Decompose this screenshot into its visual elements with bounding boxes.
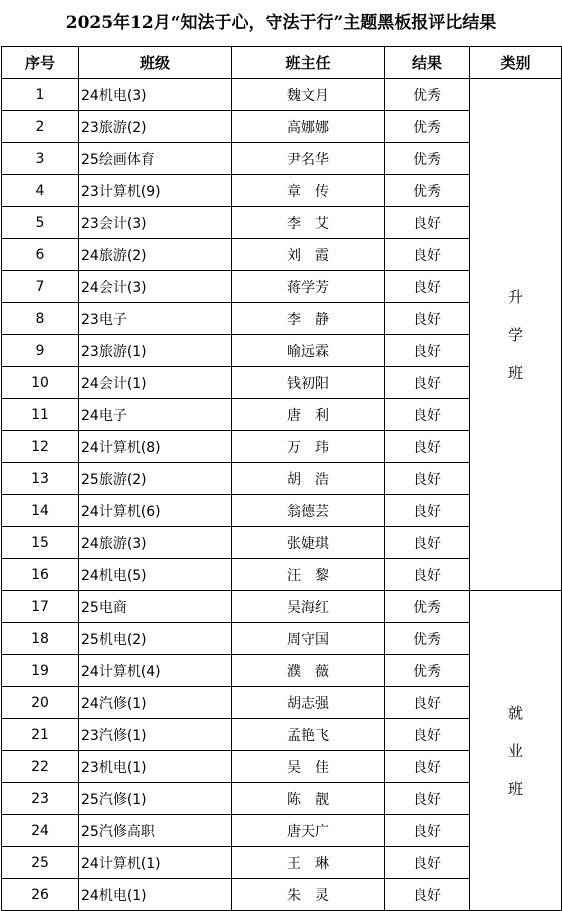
category-char: 班 bbox=[507, 363, 523, 382]
row-number: 13 bbox=[2, 463, 79, 495]
row-result: 良好 bbox=[385, 239, 470, 271]
row-teacher: 高娜娜 bbox=[232, 111, 385, 143]
row-result: 优秀 bbox=[385, 623, 470, 655]
row-number: 23 bbox=[2, 783, 79, 815]
row-teacher: 孟艳飞 bbox=[232, 719, 385, 751]
row-teacher: 刘 霞 bbox=[232, 239, 385, 271]
row-teacher: 李 静 bbox=[232, 303, 385, 335]
row-teacher: 朱 灵 bbox=[232, 879, 385, 911]
category-cell bbox=[470, 591, 562, 911]
row-class: 24机电(1) bbox=[79, 879, 232, 911]
category-char: 就 bbox=[507, 703, 523, 722]
row-number: 2 bbox=[2, 111, 79, 143]
row-teacher: 周守国 bbox=[232, 623, 385, 655]
results-table bbox=[1, 46, 562, 911]
row-number: 8 bbox=[2, 303, 79, 335]
row-result: 良好 bbox=[385, 527, 470, 559]
row-teacher: 张婕琪 bbox=[232, 527, 385, 559]
row-result: 良好 bbox=[385, 687, 470, 719]
row-result: 良好 bbox=[385, 751, 470, 783]
row-class: 25汽修(1) bbox=[79, 783, 232, 815]
row-class: 24计算机(1) bbox=[79, 847, 232, 879]
row-class: 23电子 bbox=[79, 303, 232, 335]
row-result: 良好 bbox=[385, 431, 470, 463]
row-result: 良好 bbox=[385, 335, 470, 367]
row-number: 5 bbox=[2, 207, 79, 239]
row-result: 优秀 bbox=[385, 79, 470, 111]
row-number: 15 bbox=[2, 527, 79, 559]
row-class: 25绘画体育 bbox=[79, 143, 232, 175]
row-teacher: 章 传 bbox=[232, 175, 385, 207]
row-class: 24会计(1) bbox=[79, 367, 232, 399]
row-result: 优秀 bbox=[385, 175, 470, 207]
row-result: 良好 bbox=[385, 207, 470, 239]
row-result: 良好 bbox=[385, 303, 470, 335]
category-char: 升 bbox=[507, 287, 523, 306]
row-result: 良好 bbox=[385, 463, 470, 495]
row-class: 23机电(1) bbox=[79, 751, 232, 783]
category-cell bbox=[470, 79, 562, 591]
header-result: 结果 bbox=[385, 47, 470, 79]
row-number: 24 bbox=[2, 815, 79, 847]
header-teacher: 班主任 bbox=[232, 47, 385, 79]
table-row bbox=[2, 591, 562, 623]
row-number: 22 bbox=[2, 751, 79, 783]
table-row bbox=[2, 79, 562, 111]
row-number: 25 bbox=[2, 847, 79, 879]
row-class: 23计算机(9) bbox=[79, 175, 232, 207]
row-teacher: 胡 浩 bbox=[232, 463, 385, 495]
row-result: 良好 bbox=[385, 367, 470, 399]
row-class: 24旅游(2) bbox=[79, 239, 232, 271]
row-teacher: 李 艾 bbox=[232, 207, 385, 239]
row-result: 良好 bbox=[385, 847, 470, 879]
row-teacher: 翁德芸 bbox=[232, 495, 385, 527]
row-result: 良好 bbox=[385, 495, 470, 527]
row-result: 优秀 bbox=[385, 655, 470, 687]
row-number: 1 bbox=[2, 79, 79, 111]
row-class: 25汽修高职 bbox=[79, 815, 232, 847]
header-no: 序号 bbox=[2, 47, 79, 79]
row-class: 23旅游(2) bbox=[79, 111, 232, 143]
row-class: 23汽修(1) bbox=[79, 719, 232, 751]
row-teacher: 尹名华 bbox=[232, 143, 385, 175]
row-class: 24旅游(3) bbox=[79, 527, 232, 559]
row-teacher: 唐 利 bbox=[232, 399, 385, 431]
row-number: 10 bbox=[2, 367, 79, 399]
row-result: 良好 bbox=[385, 719, 470, 751]
row-teacher: 濮 薇 bbox=[232, 655, 385, 687]
row-teacher: 万 玮 bbox=[232, 431, 385, 463]
category-char: 业 bbox=[507, 741, 523, 760]
row-number: 9 bbox=[2, 335, 79, 367]
row-class: 25电商 bbox=[79, 591, 232, 623]
row-number: 17 bbox=[2, 591, 79, 623]
row-number: 19 bbox=[2, 655, 79, 687]
category-char: 学 bbox=[507, 325, 523, 344]
row-teacher: 陈 靓 bbox=[232, 783, 385, 815]
row-number: 6 bbox=[2, 239, 79, 271]
row-number: 21 bbox=[2, 719, 79, 751]
row-result: 良好 bbox=[385, 815, 470, 847]
row-class: 24汽修(1) bbox=[79, 687, 232, 719]
row-number: 7 bbox=[2, 271, 79, 303]
header-category: 类别 bbox=[470, 47, 562, 79]
row-class: 24机电(5) bbox=[79, 559, 232, 591]
row-class: 24计算机(8) bbox=[79, 431, 232, 463]
table-header-row bbox=[2, 47, 562, 79]
row-number: 16 bbox=[2, 559, 79, 591]
row-number: 20 bbox=[2, 687, 79, 719]
row-number: 12 bbox=[2, 431, 79, 463]
row-result: 良好 bbox=[385, 399, 470, 431]
row-number: 4 bbox=[2, 175, 79, 207]
row-result: 良好 bbox=[385, 783, 470, 815]
page-title: 2025年12月“知法于心，守法于行”主题黑板报评比结果 bbox=[65, 13, 497, 33]
row-result: 良好 bbox=[385, 559, 470, 591]
row-result: 良好 bbox=[385, 879, 470, 911]
row-class: 24计算机(4) bbox=[79, 655, 232, 687]
row-result: 优秀 bbox=[385, 111, 470, 143]
row-result: 优秀 bbox=[385, 143, 470, 175]
table-body bbox=[2, 79, 562, 911]
row-number: 11 bbox=[2, 399, 79, 431]
row-teacher: 唐天广 bbox=[232, 815, 385, 847]
row-teacher: 汪 黎 bbox=[232, 559, 385, 591]
row-class: 24机电(3) bbox=[79, 79, 232, 111]
row-number: 26 bbox=[2, 879, 79, 911]
row-teacher: 喻远霖 bbox=[232, 335, 385, 367]
row-class: 24计算机(6) bbox=[79, 495, 232, 527]
header-class: 班级 bbox=[79, 47, 232, 79]
row-result: 优秀 bbox=[385, 591, 470, 623]
row-number: 3 bbox=[2, 143, 79, 175]
row-result: 良好 bbox=[385, 271, 470, 303]
row-teacher: 钱初阳 bbox=[232, 367, 385, 399]
row-teacher: 吴海红 bbox=[232, 591, 385, 623]
row-class: 24电子 bbox=[79, 399, 232, 431]
row-class: 23旅游(1) bbox=[79, 335, 232, 367]
row-class: 25机电(2) bbox=[79, 623, 232, 655]
row-teacher: 蒋学芳 bbox=[232, 271, 385, 303]
row-class: 24会计(3) bbox=[79, 271, 232, 303]
row-class: 25旅游(2) bbox=[79, 463, 232, 495]
row-number: 18 bbox=[2, 623, 79, 655]
row-class: 23会计(3) bbox=[79, 207, 232, 239]
category-char: 班 bbox=[507, 779, 523, 798]
row-teacher: 王 琳 bbox=[232, 847, 385, 879]
row-teacher: 魏文月 bbox=[232, 79, 385, 111]
row-teacher: 胡志强 bbox=[232, 687, 385, 719]
row-number: 14 bbox=[2, 495, 79, 527]
row-teacher: 吴 佳 bbox=[232, 751, 385, 783]
